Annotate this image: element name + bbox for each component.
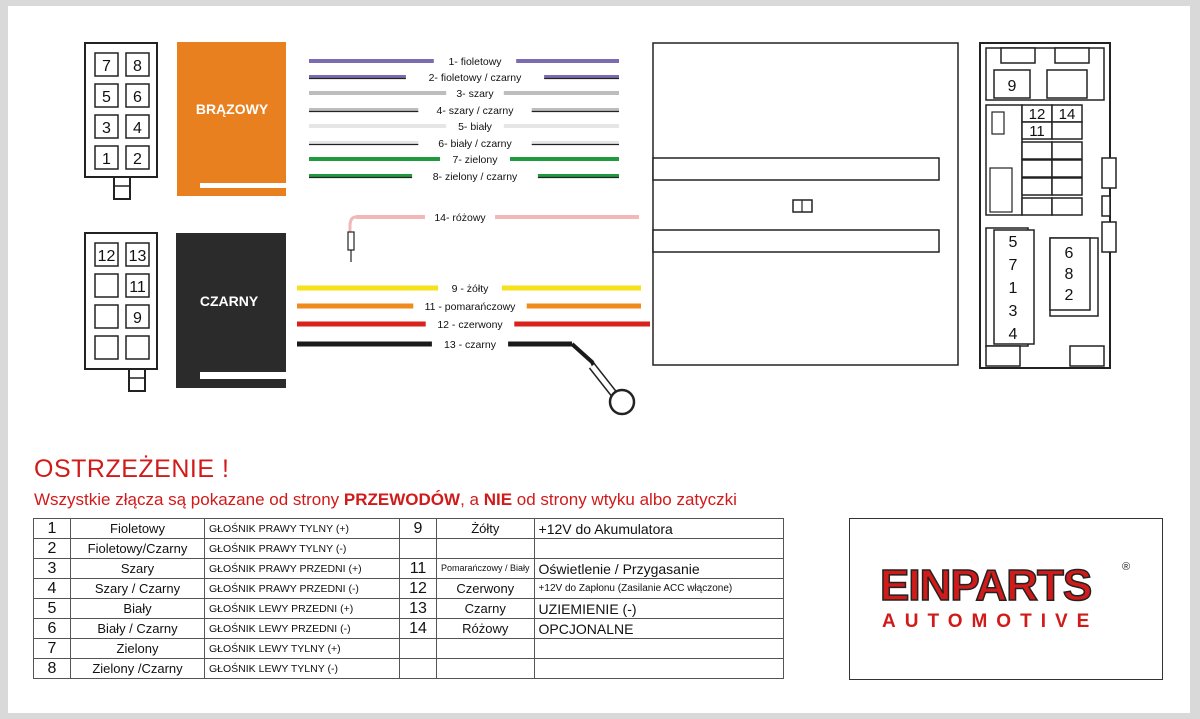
legend-number: 5 (34, 599, 71, 619)
pin-number: 2 (133, 151, 142, 168)
legend-color-2: Różowy (437, 619, 535, 639)
wire-label: 13 - czarny (444, 339, 496, 351)
radio-unit (653, 43, 958, 365)
iso-connector (980, 43, 1116, 368)
wire-label: 9 - żółty (451, 283, 489, 295)
wire-label: 12 - czerwony (437, 319, 503, 331)
iso-pin-number: 8 (1064, 266, 1074, 283)
legend-function: GŁOŚNIK PRAWY TYLNY (-) (205, 539, 400, 559)
logo-sub-text: AUTOMOTIVE (882, 611, 1099, 632)
legend-number-2 (400, 539, 437, 559)
legend-function: GŁOŚNIK LEWY PRZEDNI (+) (205, 599, 400, 619)
iso-pin-number: 4 (1008, 326, 1018, 343)
legend-row (34, 539, 784, 559)
legend-function-2 (534, 539, 783, 559)
iso-pin-number: 1 (1008, 280, 1018, 297)
legend-color-2 (437, 639, 535, 659)
wire-label: 7- zielony (452, 154, 498, 166)
pin-cell (126, 336, 149, 359)
legend-function: GŁOŚNIK LEWY TYLNY (+) (205, 639, 400, 659)
legend-number: 4 (34, 579, 71, 599)
wire-label: 6- biały / czarny (438, 138, 512, 150)
legend-number-2: 13 (400, 599, 437, 619)
legend-row (34, 559, 784, 579)
legend-color: Szary / Czarny (71, 579, 205, 599)
pin-cell (95, 305, 118, 328)
iso-pin-number: 7 (1008, 257, 1018, 274)
brand-logo (849, 518, 1163, 680)
ground-ring-terminal (572, 344, 634, 414)
connector-grid-bottom (85, 233, 157, 391)
connector-black-label: CZARNY (199, 293, 259, 309)
connector-black (176, 233, 286, 388)
legend-function-2: +12V do Akumulatora (534, 519, 783, 539)
legend-row (34, 579, 784, 599)
connector-brown (177, 42, 286, 196)
iso-pin-number: 14 (1058, 106, 1076, 123)
iso-pin-number: 11 (1029, 123, 1045, 140)
legend-function-2: Oświetlenie / Przygasanie (534, 559, 783, 579)
legend-number-2 (400, 659, 437, 679)
legend-function: GŁOŚNIK PRAWY PRZEDNI (+) (205, 559, 400, 579)
iso-pin-number: 3 (1008, 303, 1018, 320)
iso-pin-number: 5 (1008, 234, 1018, 251)
legend-row (34, 599, 784, 619)
pin-number: 1 (102, 151, 111, 168)
wire-label: 2- fioletowy / czarny (428, 72, 522, 84)
legend-color-2: Żółty (437, 519, 535, 539)
wire-label: 5- biały (458, 121, 492, 133)
legend-color-2: Czerwony (437, 579, 535, 599)
warning-subtitle: Wszystkie złącza są pokazane od strony PRZEWODÓW, a NIE od strony wtyku albo zatyczki (34, 490, 737, 509)
legend-number-2: 14 (400, 619, 437, 639)
legend-color-2: Pomarańczowy / Biały (437, 559, 535, 579)
legend-row (34, 519, 784, 539)
wire-label: 1- fioletowy (448, 56, 502, 68)
legend-color: Biały (71, 599, 205, 619)
legend-number: 6 (34, 619, 71, 639)
logo-registered-mark: ® (1122, 561, 1131, 573)
legend-color: Fioletowy (71, 519, 205, 539)
legend-color: Zielony (71, 639, 205, 659)
iso-pin-number: 12 (1028, 106, 1046, 123)
pin-number: 4 (133, 120, 142, 137)
legend-color: Szary (71, 559, 205, 579)
legend-row (34, 659, 784, 679)
legend-function-2 (534, 639, 783, 659)
legend-number-2: 12 (400, 579, 437, 599)
wire-label: 4- szary / czarny (436, 105, 514, 117)
legend-color: Zielony /Czarny (71, 659, 205, 679)
legend-function: GŁOŚNIK PRAWY TYLNY (+) (205, 519, 400, 539)
legend-row (34, 639, 784, 659)
pin-number: 8 (133, 58, 142, 75)
pin-cell (95, 336, 118, 359)
legend-function-2: +12V do Zapłonu (Zasilanie ACC włączone) (534, 579, 783, 599)
legend-function-2: UZIEMIENIE (-) (534, 599, 783, 619)
pin-number: 3 (102, 120, 111, 137)
legend-row (34, 619, 784, 639)
wire-label: 11 - pomarańczowy (424, 301, 516, 313)
legend-number-2: 9 (400, 519, 437, 539)
iso-pin-number: 9 (1007, 78, 1017, 95)
wire-label: 8- zielony / czarny (432, 171, 518, 183)
legend-function: GŁOŚNIK LEWY TYLNY (-) (205, 659, 400, 679)
legend-color-2 (437, 539, 535, 559)
pin-number: 9 (133, 310, 142, 327)
connector-brown-label: BRĄZOWY (195, 101, 269, 117)
legend-number: 1 (34, 519, 71, 539)
wire-label: 14- różowy (434, 212, 486, 224)
legend-function: GŁOŚNIK PRAWY PRZEDNI (-) (205, 579, 400, 599)
wire-label: 3- szary (456, 88, 494, 100)
iso-pin-number: 2 (1064, 287, 1074, 304)
legend-number-2 (400, 639, 437, 659)
pin-number: 5 (102, 89, 111, 106)
legend-number: 8 (34, 659, 71, 679)
pin-number: 13 (128, 248, 147, 265)
legend-color: Fioletowy/Czarny (71, 539, 205, 559)
legend-color-2: Czarny (437, 599, 535, 619)
pin-number: 12 (97, 248, 116, 265)
warning-title: OSTRZEŻENIE ! (34, 455, 230, 483)
pin-number: 6 (133, 89, 142, 106)
iso-pin-number: 6 (1064, 245, 1074, 262)
legend-table (33, 518, 784, 679)
legend-function-2 (534, 659, 783, 679)
legend-function-2: OPCJONALNE (534, 619, 783, 639)
connector-grid-top (85, 43, 157, 199)
legend-color-2 (437, 659, 535, 679)
logo-main-text: EINPARTS (880, 561, 1092, 610)
legend-number: 2 (34, 539, 71, 559)
pink-terminal (348, 217, 356, 262)
legend-color: Biały / Czarny (71, 619, 205, 639)
legend-number: 3 (34, 559, 71, 579)
pin-number: 7 (102, 58, 111, 75)
pin-number: 11 (129, 279, 146, 296)
wires (297, 54, 650, 351)
pin-cell (95, 274, 118, 297)
legend-number: 7 (34, 639, 71, 659)
legend-function: GŁOŚNIK LEWY PRZEDNI (-) (205, 619, 400, 639)
legend-number-2: 11 (400, 559, 437, 579)
